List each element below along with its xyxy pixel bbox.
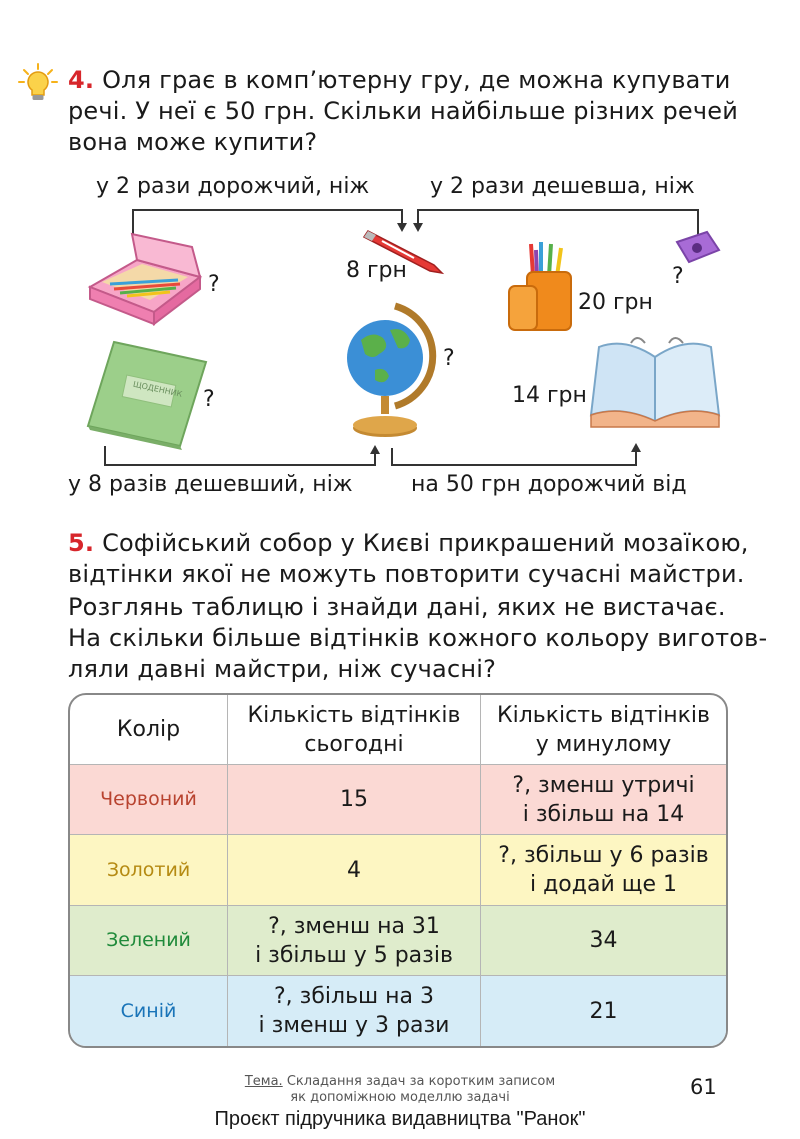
label-bottom-left: у 8 разів дешевший, ніж xyxy=(68,472,353,497)
today-cell: 15 xyxy=(228,765,481,835)
label-top-left: у 2 рази дорожчий, ніж xyxy=(96,174,370,199)
globe xyxy=(335,300,440,443)
today-cell: ?, збільш на 3 і зменш у 3 рази xyxy=(228,976,481,1046)
table-row xyxy=(70,906,726,976)
sharpener xyxy=(673,228,723,268)
open-book xyxy=(585,333,725,433)
label-bottom-right: на 50 грн дорожчий від xyxy=(411,472,687,497)
color-cell: Червоний xyxy=(70,765,228,835)
unknown-pencil-case: ? xyxy=(208,272,220,297)
today-cell: 4 xyxy=(228,835,481,906)
header-past: Кількість відтінків у минулому xyxy=(481,695,726,765)
table-row xyxy=(70,765,726,835)
price-book: 14 грн xyxy=(512,383,587,408)
unknown-sharpener: ? xyxy=(672,264,684,289)
past-cell: ?, зменш утричі і збільш на 14 xyxy=(481,765,726,835)
unknown-globe: ? xyxy=(443,346,455,371)
past-cell: 21 xyxy=(481,976,726,1046)
pencil-case xyxy=(82,232,207,330)
price-pen: 8 грн xyxy=(346,258,407,283)
publisher-note: Проєкт підручника видавництва "Ранок" xyxy=(214,1108,586,1130)
past-cell: 34 xyxy=(481,906,726,976)
past-cell: ?, збільш у 6 разів і додай ще 1 xyxy=(481,835,726,906)
color-cell: Зелений xyxy=(70,906,228,976)
today-cell: ?, зменш на 31 і збільш у 5 разів xyxy=(228,906,481,976)
shades-table xyxy=(68,693,728,1048)
table-row xyxy=(70,976,726,1046)
task5-text: 5. Софійський собор у Києві прикрашений мозаїкою, відтінки якої не можуть повторити сучасні майстри. Розглянь таблицю і знайди дані, яких не вистачає. На скільки більше відтінків кожного кольору виготов- ляли давні майстри, ніж сучасні? xyxy=(68,529,768,683)
table-row xyxy=(70,835,726,906)
unknown-diary: ? xyxy=(203,387,215,412)
color-cell: Золотий xyxy=(70,835,228,906)
table-header-row xyxy=(70,695,726,765)
svg-text:ЩОДЕННИК: ЩОДЕННИК xyxy=(132,379,183,399)
page-number: 61 xyxy=(690,1075,717,1099)
task4-number: 4. xyxy=(68,66,95,94)
header-color: Колір xyxy=(70,695,228,765)
price-pencils: 20 грн xyxy=(578,290,653,315)
footer-topic: Тема. Складання задач за коротким записом як допоміжною моделлю задачі xyxy=(244,1074,556,1105)
color-cell: Синій xyxy=(70,976,228,1046)
task4-text: 4. Оля грає в комп’ютерну гру, де можна купувати речі. У неї є 50 грн. Скільки найбільше різних речей вона може купити? xyxy=(68,66,739,156)
label-top-right: у 2 рази дешевша, ніж xyxy=(430,174,695,199)
header-today: Кількість відтінків сьогодні xyxy=(228,695,481,765)
diary-notebook xyxy=(84,340,209,450)
pencil-cup xyxy=(503,238,585,334)
task5-number: 5. xyxy=(68,529,95,557)
